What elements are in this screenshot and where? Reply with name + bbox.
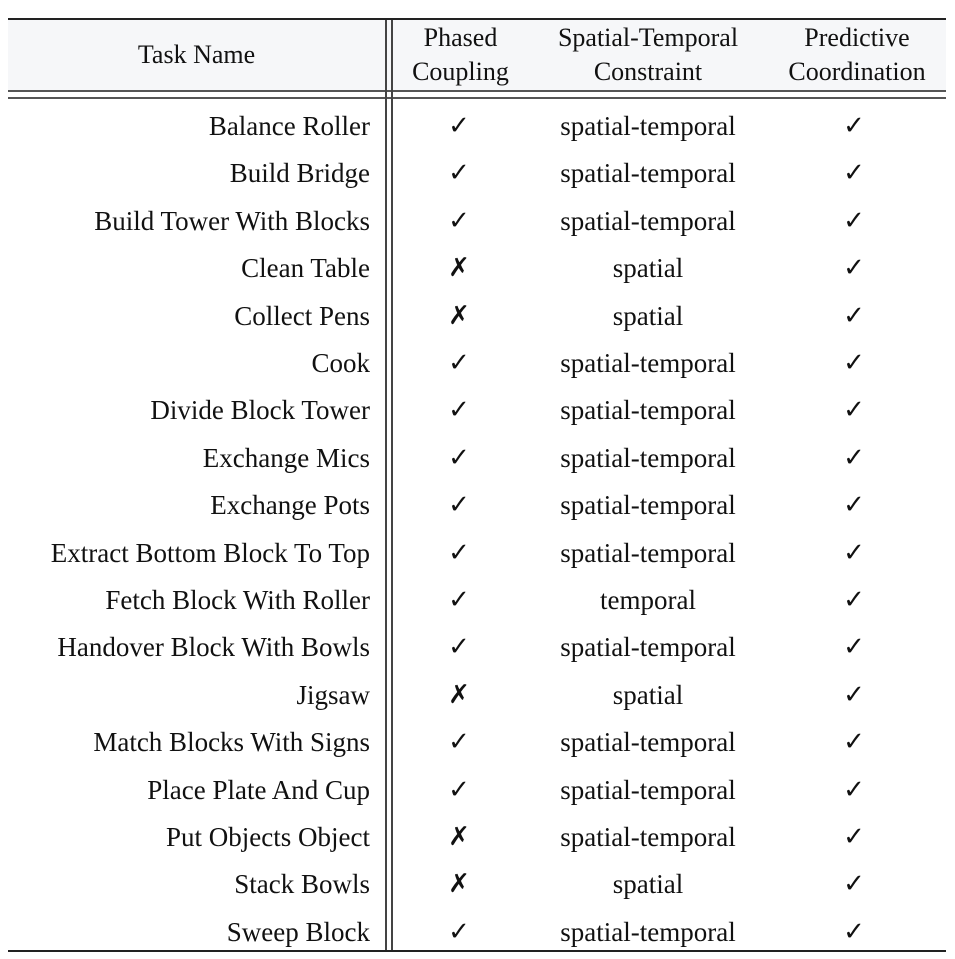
constraint-cell: spatial-temporal xyxy=(560,632,736,663)
phased-coupling-cell: ✓ xyxy=(448,490,470,521)
task-name-cell: Build Bridge xyxy=(229,158,370,189)
constraint-cell: spatial-temporal xyxy=(560,442,736,473)
task-name-cell: Jigsaw xyxy=(296,679,370,710)
phased-coupling-cell: ✓ xyxy=(448,158,470,189)
phased-coupling-cell: ✗ xyxy=(448,679,470,710)
constraint-cell: spatial-temporal xyxy=(560,111,736,141)
table-row xyxy=(8,577,946,624)
task-name-cell: Extract Bottom Block To Top xyxy=(50,537,370,568)
constraint-cell: spatial-temporal xyxy=(560,537,736,568)
predictive-coordination-cell: ✓ xyxy=(843,205,865,236)
constraint-cell: spatial-temporal xyxy=(560,916,736,947)
predictive-coordination-cell: ✓ xyxy=(843,869,865,900)
predictive-coordination-cell: ✓ xyxy=(843,679,865,710)
task-name-cell: Collect Pens xyxy=(234,300,370,331)
header-label-line2: Coupling xyxy=(412,57,509,86)
task-name-cell: Match Blocks With Signs xyxy=(93,727,370,758)
table-row xyxy=(8,103,946,150)
task-name-cell: Fetch Block With Roller xyxy=(105,585,370,615)
predictive-coordination-cell: ✓ xyxy=(843,158,865,189)
table-row xyxy=(8,767,946,814)
phased-coupling-cell: ✓ xyxy=(448,348,470,378)
header-label-line1: Spatial-Temporal xyxy=(557,23,739,52)
header-spatial-temporal-constraint xyxy=(528,20,768,90)
task-name-cell: Handover Block With Bowls xyxy=(57,632,370,663)
task-name-cell: Put Objects Object xyxy=(166,822,370,852)
table-row xyxy=(8,293,946,340)
table-row xyxy=(8,530,946,577)
task-name-cell: Place Plate And Cup xyxy=(147,774,370,805)
phased-coupling-cell: ✗ xyxy=(448,869,470,900)
phased-coupling-cell: ✓ xyxy=(448,632,470,663)
header-label-line2: Coordination xyxy=(788,57,926,86)
header-label-line1: Phased xyxy=(423,23,498,52)
predictive-coordination-cell: ✓ xyxy=(843,395,865,426)
predictive-coordination-cell: ✓ xyxy=(843,300,865,331)
constraint-cell: spatial xyxy=(612,679,684,710)
constraint-cell: spatial xyxy=(612,253,684,284)
constraint-cell: spatial xyxy=(612,300,684,331)
table-row xyxy=(8,340,946,387)
table-row xyxy=(8,387,946,434)
constraint-cell: spatial-temporal xyxy=(560,395,736,426)
table-row xyxy=(8,150,946,197)
table-row xyxy=(8,435,946,482)
task-properties-table xyxy=(8,18,946,953)
header-label-line2: Constraint xyxy=(593,57,703,86)
phased-coupling-cell: ✓ xyxy=(448,537,470,568)
phased-coupling-cell: ✓ xyxy=(448,205,470,236)
predictive-coordination-cell: ✓ xyxy=(843,822,865,852)
table-row xyxy=(8,861,946,908)
task-name-cell: Stack Bowls xyxy=(234,869,370,900)
table-body xyxy=(8,99,946,953)
phased-coupling-cell: ✓ xyxy=(448,585,470,615)
task-name-cell: Exchange Mics xyxy=(202,442,370,473)
task-name-cell: Cook xyxy=(311,348,370,378)
constraint-cell: temporal xyxy=(600,585,696,615)
predictive-coordination-cell: ✓ xyxy=(843,916,865,947)
predictive-coordination-cell: ✓ xyxy=(843,442,865,473)
constraint-cell: spatial-temporal xyxy=(560,205,736,236)
phased-coupling-cell: ✓ xyxy=(448,395,470,426)
predictive-coordination-cell: ✓ xyxy=(843,111,865,141)
table-row xyxy=(8,482,946,529)
constraint-cell: spatial-temporal xyxy=(560,158,736,189)
table-row xyxy=(8,909,946,956)
predictive-coordination-cell: ✓ xyxy=(843,490,865,521)
constraint-cell: spatial-temporal xyxy=(560,490,736,521)
predictive-coordination-cell: ✓ xyxy=(843,585,865,615)
constraint-cell: spatial-temporal xyxy=(560,727,736,758)
predictive-coordination-cell: ✓ xyxy=(843,727,865,758)
predictive-coordination-cell: ✓ xyxy=(843,253,865,284)
task-name-cell: Clean Table xyxy=(241,253,370,284)
header-predictive-coordination xyxy=(768,20,946,90)
task-name-cell: Exchange Pots xyxy=(210,490,370,521)
table-row xyxy=(8,672,946,719)
constraint-cell: spatial-temporal xyxy=(560,348,736,378)
task-name-cell: Divide Block Tower xyxy=(150,395,370,426)
table-row xyxy=(8,245,946,292)
predictive-coordination-cell: ✓ xyxy=(843,632,865,663)
constraint-cell: spatial-temporal xyxy=(560,822,736,852)
phased-coupling-cell: ✗ xyxy=(448,300,470,331)
task-name-cell: Balance Roller xyxy=(208,111,370,141)
phased-coupling-cell: ✓ xyxy=(448,111,470,141)
header-phased-coupling xyxy=(393,20,528,90)
predictive-coordination-cell: ✓ xyxy=(843,537,865,568)
phased-coupling-cell: ✓ xyxy=(448,774,470,805)
header-task-name xyxy=(8,20,385,90)
phased-coupling-cell: ✓ xyxy=(448,916,470,947)
task-name-cell: Build Tower With Blocks xyxy=(94,205,370,236)
table-row xyxy=(8,814,946,861)
phased-coupling-cell: ✗ xyxy=(448,253,470,284)
bottom-rule xyxy=(8,950,946,952)
table-row xyxy=(8,719,946,766)
phased-coupling-cell: ✗ xyxy=(448,822,470,852)
constraint-cell: spatial-temporal xyxy=(560,774,736,805)
column-divider-right xyxy=(391,20,393,952)
table-row xyxy=(8,198,946,245)
constraint-cell: spatial xyxy=(612,869,684,900)
predictive-coordination-cell: ✓ xyxy=(843,348,865,378)
task-name-cell: Sweep Block xyxy=(226,916,370,947)
table-row xyxy=(8,624,946,671)
phased-coupling-cell: ✓ xyxy=(448,727,470,758)
column-divider-left xyxy=(385,20,387,952)
header-label-line1: Predictive xyxy=(804,23,910,52)
table-header xyxy=(8,20,946,90)
header-task-name-label: Task Name xyxy=(137,40,256,69)
phased-coupling-cell: ✓ xyxy=(448,442,470,473)
predictive-coordination-cell: ✓ xyxy=(843,774,865,805)
